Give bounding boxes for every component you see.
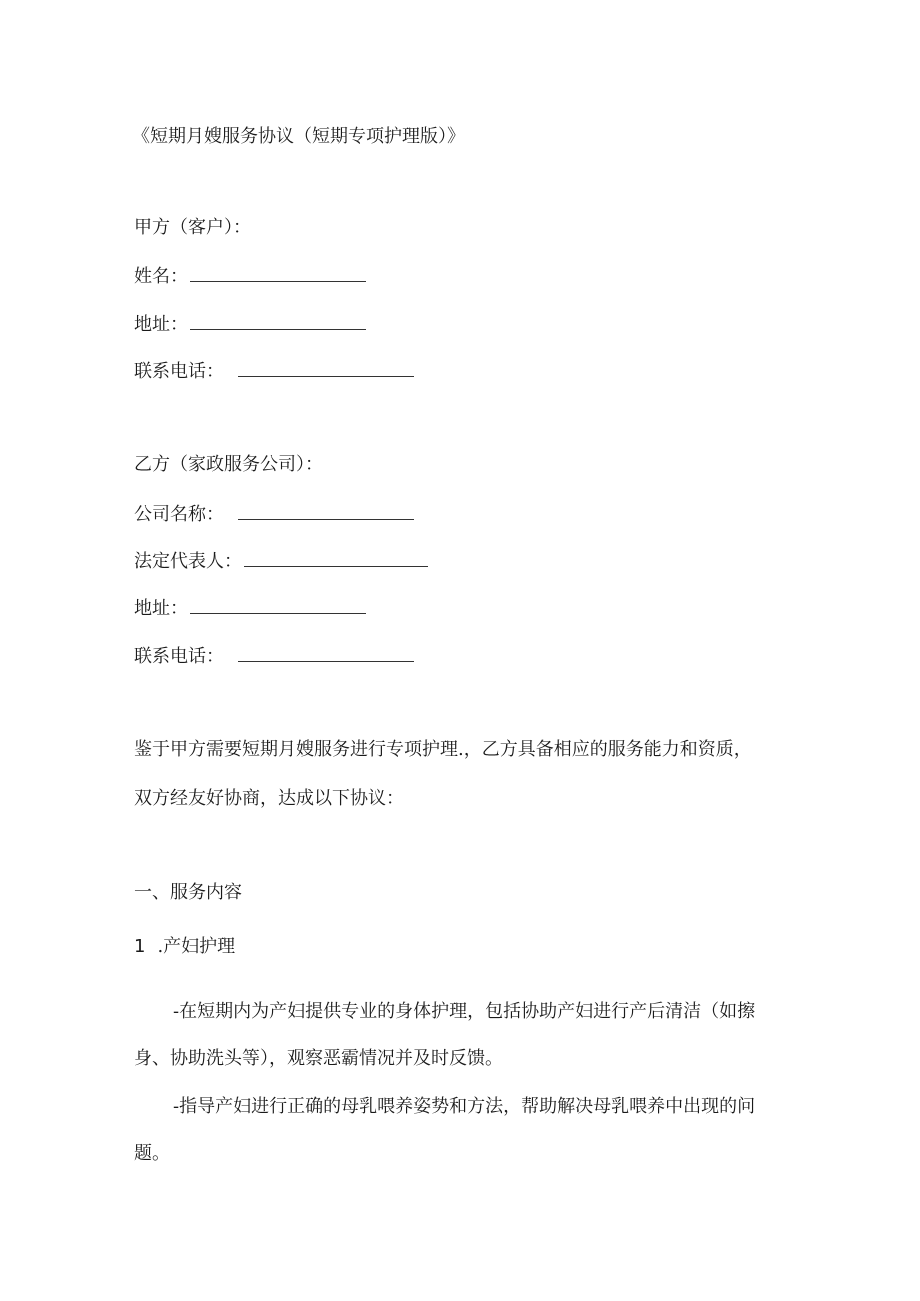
bullet-2-line-1: -指导产妇进行正确的母乳喂养姿势和方法，帮助解决母乳喂养中出现的问 bbox=[173, 1096, 756, 1117]
party-a-phone-row bbox=[134, 358, 414, 384]
bullet-2-line-2: 题。 bbox=[134, 1143, 170, 1164]
party-a-phone-label: 联系电话： bbox=[134, 361, 224, 382]
party-a-phone-blank bbox=[238, 358, 414, 377]
party-b-address-blank bbox=[190, 595, 366, 614]
party-b-phone-label: 联系电话： bbox=[134, 646, 224, 667]
party-b-phone-blank bbox=[238, 643, 414, 662]
party-b-company-blank bbox=[238, 501, 414, 520]
party-b-company-label: 公司名称： bbox=[134, 504, 224, 525]
bullet-1-line-1: -在短期内为产妇提供专业的身体护理，包括协助产妇进行产后清洁（如擦 bbox=[173, 1001, 756, 1022]
item-1-number: 1 bbox=[134, 936, 146, 957]
preamble-line-2: 双方经友好协商，达成以下协议： bbox=[134, 788, 404, 809]
item-1-heading bbox=[134, 935, 235, 959]
party-a-address-label: 地址： bbox=[134, 314, 188, 335]
party-b-phone-row bbox=[134, 643, 414, 669]
party-a-heading: 甲方（客户）： bbox=[134, 217, 251, 238]
party-a-name-label: 姓名： bbox=[134, 266, 188, 287]
party-b-rep-label: 法定代表人： bbox=[134, 551, 242, 572]
party-b-rep-row bbox=[134, 548, 428, 574]
document-title: 《短期月嫂服务协议（短期专项护理版）》 bbox=[132, 126, 465, 147]
section-1-heading: 一、服务内容 bbox=[134, 882, 242, 903]
bullet-1-line-2: 身、协助洗头等），观察恶霸情况并及时反馈。 bbox=[134, 1048, 503, 1069]
party-a-address-blank bbox=[190, 311, 366, 330]
party-b-rep-blank bbox=[244, 548, 428, 567]
party-a-name-row bbox=[134, 263, 366, 289]
preamble-line-1: 鉴于甲方需要短期月嫂服务进行专项护理.，乙方具备相应的服务能力和资质， bbox=[134, 739, 752, 760]
party-b-address-row bbox=[134, 595, 366, 621]
party-b-company-row bbox=[134, 501, 414, 527]
item-1-title: .产妇护理 bbox=[157, 936, 236, 957]
party-b-heading: 乙方（家政服务公司）： bbox=[134, 454, 323, 475]
party-b-address-label: 地址： bbox=[134, 598, 188, 619]
party-a-address-row bbox=[134, 311, 366, 337]
party-a-name-blank bbox=[190, 263, 366, 282]
